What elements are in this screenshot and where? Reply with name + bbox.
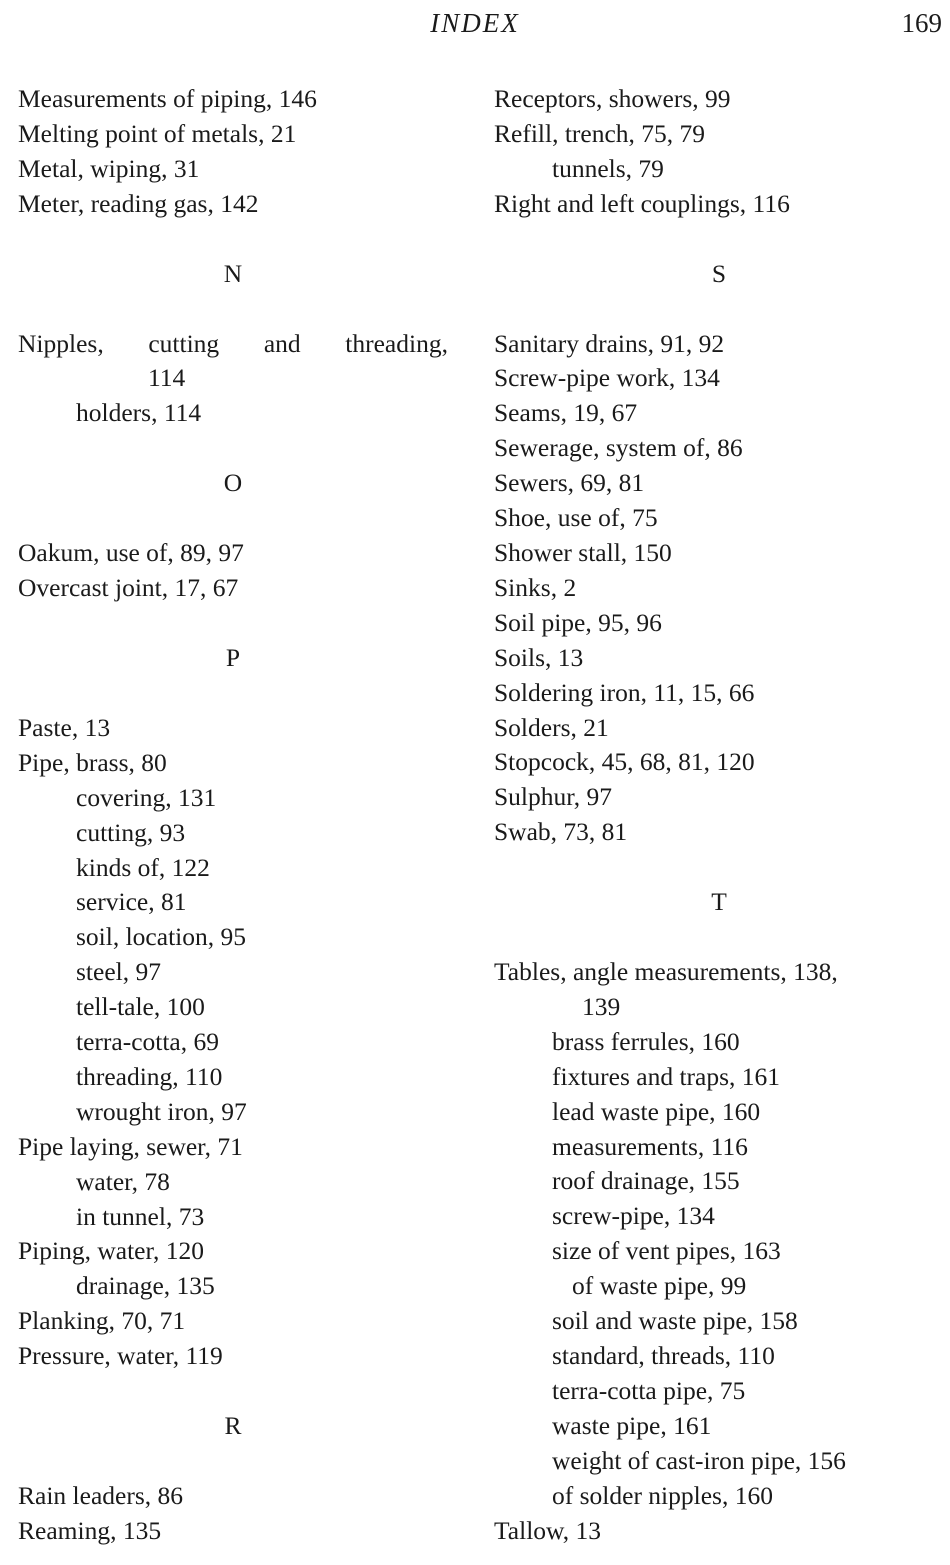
index-entry-continuation: 114 (148, 363, 186, 393)
section-letter-t: T (711, 887, 727, 917)
index-entry-word: threading, (345, 328, 448, 358)
index-subentry: wrought iron, 97 (76, 1096, 247, 1126)
index-entry: Pipe laying, sewer, 71 (18, 1131, 243, 1161)
index-entry: Sinks, 2 (494, 572, 577, 602)
index-subentry: soil and waste pipe, 158 (552, 1306, 798, 1336)
index-entry: Measurements of piping, 146 (18, 84, 317, 113)
index-entry: Soldering iron, 11, 15, 66 (494, 677, 755, 707)
index-entry-continuation: 139 (582, 991, 621, 1021)
index-subentry: waste pipe, 161 (552, 1410, 712, 1440)
section-letter-o: O (223, 468, 243, 498)
index-entry: Meter, reading gas, 142 (18, 188, 259, 218)
index-entry: Solders, 21 (494, 712, 609, 742)
index-subsubentry: of waste pipe, 99 (572, 1271, 747, 1301)
page-title: INDEX (430, 8, 520, 38)
index-subentry: in tunnel, 73 (76, 1201, 205, 1231)
index-subentry: measurements, 116 (552, 1131, 748, 1161)
index-column-left (18, 82, 448, 1549)
index-column-right (494, 82, 944, 1548)
index-subentry: size of vent pipes, 163 (552, 1236, 781, 1266)
index-subentry: weight of cast-iron pipe, 156 (552, 1445, 846, 1475)
index-subentry: fixtures and traps, 161 (552, 1061, 781, 1091)
index-entry: Soils, 13 (494, 642, 584, 672)
index-entry: Pipe, brass, 80 (18, 747, 167, 777)
index-subentry: of solder nipples, 160 (552, 1480, 773, 1510)
index-subentry: holders, 114 (76, 398, 202, 428)
index-entry-word: and (263, 328, 301, 358)
index-entry: Tables, angle measurements, 138, (494, 957, 838, 987)
index-subentry: roof drainage, 155 (552, 1166, 740, 1196)
index-subentry: covering, 131 (76, 782, 217, 812)
index-entry: Stopcock, 45, 68, 81, 120 (494, 747, 755, 777)
section-letter-n: N (223, 258, 243, 288)
section-letter-r: R (224, 1411, 242, 1441)
index-subentry: terra-cotta pipe, 75 (552, 1375, 746, 1405)
index-entry: Refill, trench, 75, 79 (494, 118, 706, 148)
index-entry: Metal, wiping, 31 (18, 153, 200, 183)
index-subentry: steel, 97 (76, 957, 161, 987)
index-entry: Shower stall, 150 (494, 537, 672, 567)
index-subentry: tell-tale, 100 (76, 992, 205, 1022)
index-subentry: standard, threads, 110 (552, 1341, 775, 1370)
index-entry: Sulphur, 97 (494, 782, 612, 812)
index-entry: Shoe, use of, 75 (494, 503, 658, 533)
index-entry: Paste, 13 (18, 712, 111, 742)
index-entry: Planking, 70, 71 (18, 1306, 186, 1336)
index-entry: Pressure, water, 119 (18, 1341, 223, 1371)
index-entry: Sanitary drains, 91, 92 (494, 328, 725, 358)
index-subentry: terra-cotta, 69 (76, 1027, 220, 1057)
index-subentry: kinds of, 122 (76, 852, 210, 882)
index-subentry: soil, location, 95 (76, 922, 246, 952)
index-subentry: threading, 110 (76, 1061, 223, 1091)
index-entry: Screw-pipe work, 134 (494, 363, 720, 393)
index-subentry: drainage, 135 (76, 1271, 215, 1301)
index-subentry: screw-pipe, 134 (552, 1201, 715, 1231)
index-entry: Right and left couplings, 116 (494, 188, 790, 218)
section-letter-s: S (711, 258, 727, 288)
index-entry-word: cutting (148, 328, 220, 358)
index-entry (18, 327, 448, 362)
index-entry: Swab, 73, 81 (494, 817, 628, 847)
index-entry: Melting point of metals, 21 (18, 118, 297, 148)
running-head (0, 8, 950, 48)
index-subentry: tunnels, 79 (552, 153, 664, 183)
index-entry: Tallow, 13 (494, 1515, 602, 1545)
index-entry: Rain leaders, 86 (18, 1481, 183, 1510)
index-subentry: cutting, 93 (76, 817, 186, 847)
index-entry: Reaming, 135 (18, 1515, 162, 1545)
index-entry: Receptors, showers, 99 (494, 84, 731, 113)
page-number: 169 (901, 8, 942, 38)
index-entry: Soil pipe, 95, 96 (494, 607, 662, 637)
index-entry: Oakum, use of, 89, 97 (18, 538, 244, 568)
section-letter-p: P (225, 642, 241, 672)
index-entry: Overcast joint, 17, 67 (18, 573, 239, 603)
index-subentry: lead waste pipe, 160 (552, 1096, 761, 1126)
index-entry: Seams, 19, 67 (494, 398, 638, 428)
index-entry: Piping, water, 120 (18, 1236, 204, 1266)
index-subentry: service, 81 (76, 887, 187, 917)
index-subentry: water, 78 (76, 1166, 170, 1196)
index-entry: Sewers, 69, 81 (494, 468, 645, 498)
index-entry-word: Nipples, (18, 328, 104, 358)
index-entry: Sewerage, system of, 86 (494, 433, 743, 463)
index-subentry: brass ferrules, 160 (552, 1026, 740, 1056)
